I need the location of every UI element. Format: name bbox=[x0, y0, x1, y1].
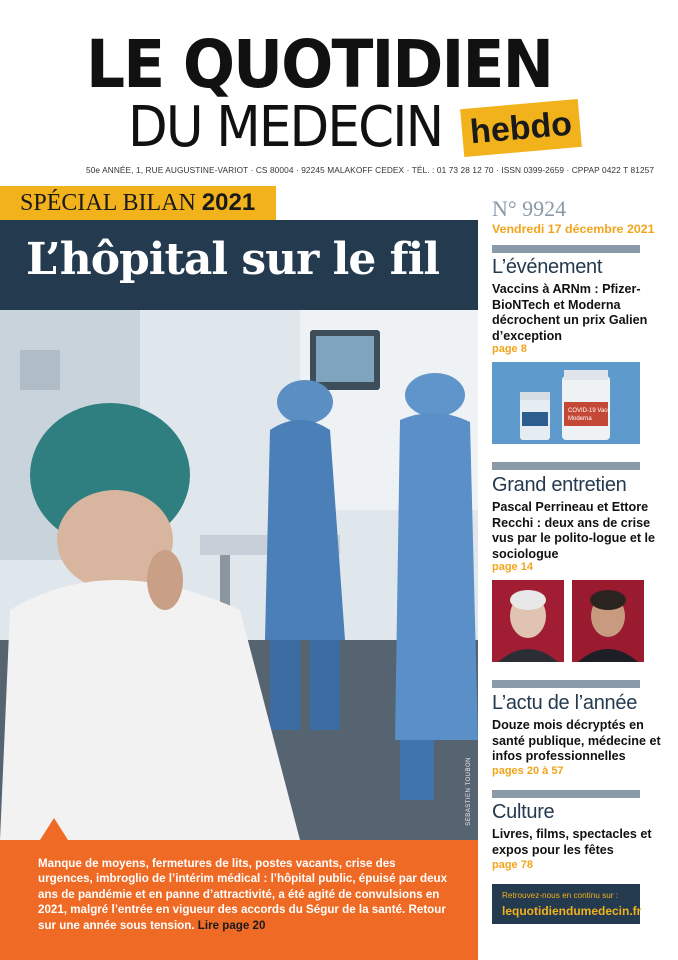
section-title-evenement: L’événement bbox=[492, 256, 603, 278]
section-divider bbox=[492, 790, 640, 798]
section-title-entretien: Grand entretien bbox=[492, 474, 627, 496]
website-label: Retrouvez-nous en continu sur : bbox=[502, 891, 619, 900]
section-text-culture[interactable]: Livres, films, spectacles et expos pour les fêtes bbox=[492, 827, 652, 857]
masthead bbox=[0, 0, 678, 180]
hospital-scene-illustration bbox=[0, 310, 478, 840]
section-text-actu[interactable]: Douze mois décryptés en santé publique, médecine et infos professionnelles bbox=[492, 718, 661, 763]
caption-read-link[interactable]: Lire page 20 bbox=[197, 918, 266, 932]
caption-text bbox=[38, 856, 448, 933]
issue-number: N° 9924 bbox=[492, 196, 567, 221]
headline-band bbox=[0, 220, 478, 310]
website-box bbox=[492, 884, 640, 924]
portrait-recchi bbox=[572, 580, 644, 662]
section-page-actu[interactable]: pages 20 à 57 bbox=[492, 765, 564, 777]
website-link[interactable]: lequotidiendumedecin.fr bbox=[502, 904, 642, 918]
section-divider bbox=[492, 462, 640, 470]
cover-headline: L’hôpital sur le fil bbox=[26, 234, 440, 285]
portrait-perrineau bbox=[492, 580, 564, 662]
vaccine-vials-illustration bbox=[492, 362, 640, 444]
portrait-illustration-1 bbox=[492, 580, 564, 662]
section-divider bbox=[492, 245, 640, 253]
publisher-address: 50e ANNÉE, 1, RUE AUGUSTINE-VARIOT · CS 80004 · 92245 MALAKOFF CEDEX · TÉL. : 01 73 28 12 70 · ISSN 0399-2659 · CPPAP 0422 T 81257 bbox=[86, 165, 655, 175]
section-divider bbox=[492, 680, 640, 688]
section-title-culture: Culture bbox=[492, 801, 555, 823]
hebdo-badge: hebdo bbox=[460, 99, 582, 157]
vial-label-2: Moderna bbox=[568, 416, 592, 422]
caption-body: Manque de moyens, fermetures de lits, postes vacants, crise des urgences, imbroglio de l’intérim médical : l’hôpital public, épuisé par deux ans de pandémie et en panne d’attractivité, a été agité de convulsions en 2021, malgré l’entrée en vigueur des accords du Ségur de la santé. Retour sur une année sous tension. bbox=[38, 857, 448, 932]
section-text-evenement[interactable]: Vaccins à ARNm : Pfizer-BioNTech et Moderna décrochent un prix Galien d’exception bbox=[492, 282, 648, 343]
section-page-evenement[interactable]: page 8 bbox=[492, 343, 527, 355]
caption-pointer bbox=[40, 818, 68, 840]
cover-photo bbox=[0, 310, 478, 840]
section-page-entretien[interactable]: page 14 bbox=[492, 561, 533, 573]
portrait-illustration-2 bbox=[572, 580, 644, 662]
issue-date: Vendredi 17 décembre 2021 bbox=[492, 222, 655, 236]
caption-box bbox=[0, 840, 478, 960]
section-page-culture[interactable]: page 78 bbox=[492, 859, 533, 871]
section-title-actu: L’actu de l’année bbox=[492, 692, 638, 714]
masthead-title-line2: DU MEDECIN bbox=[128, 95, 443, 160]
vaccine-vials-photo bbox=[492, 362, 640, 444]
section-text-entretien[interactable]: Pascal Perrineau et Ettore Recchi : deux ans de crise vus par le polito-logue et le sociologue bbox=[492, 500, 656, 561]
special-banner bbox=[0, 186, 276, 220]
special-prefix: SPÉCIAL BILAN bbox=[20, 190, 196, 216]
special-year: 2021 bbox=[201, 189, 256, 216]
masthead-title-line1: LE QUOTIDIEN bbox=[86, 26, 553, 103]
vial-label-1: COVID-19 Vacc bbox=[568, 408, 611, 414]
photo-credit: SÉBASTIEN TOUBON bbox=[466, 757, 472, 826]
